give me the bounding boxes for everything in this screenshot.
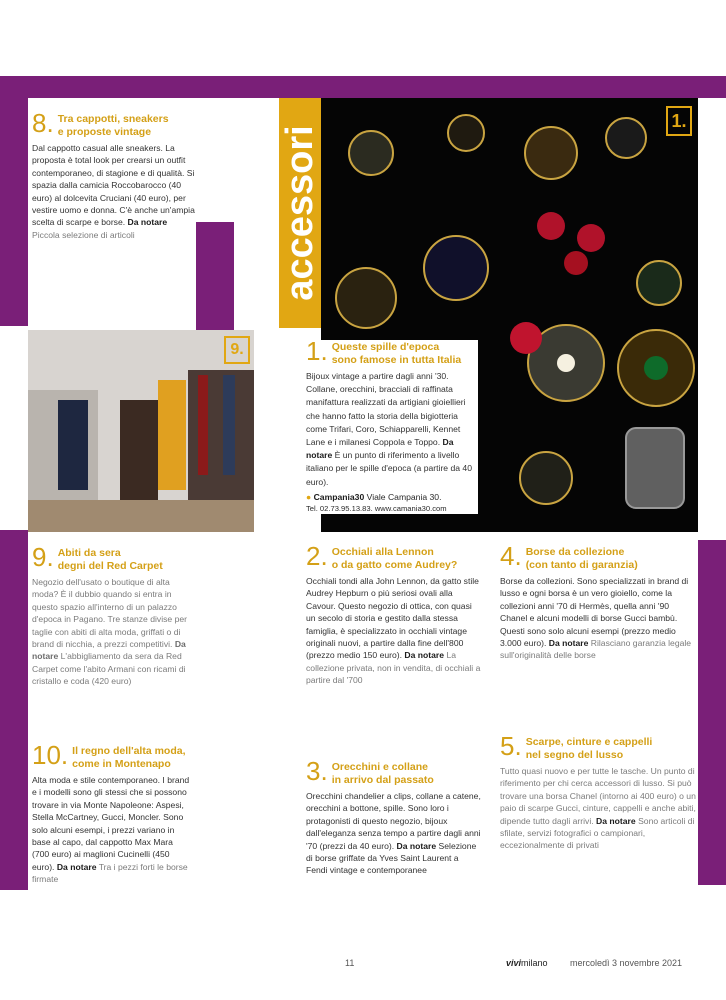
left-purple-column-lower [0, 530, 28, 890]
article-3-note: Selezione di borse griffate da Yves Saint Laurent a Fendi vintage e contemporanee [306, 840, 477, 876]
article-1-heading [306, 336, 478, 366]
photo-badge-1: 1. [666, 106, 692, 136]
article-2-body-text: Occhiali tondi alla John Lennon, da gatto stile Audrey Hepburn o più seriosi ovali alla Cavour. Questo negozio di ottica, con quasi un secolo di storia e gestito dalla stessa famiglia, è specializzato in occhiali vintage originali nuovi, a partire dalla fine dell'800 (prezzo medio 150 euro). [306, 576, 479, 661]
store-photo [28, 330, 254, 532]
article-9-body-text: Negozio dell'usato o boutique di alta moda? È il dubbio quando si entra in questo spazio all'interno di un palazzo d'epoca in Pagano. Tre stanze divise per taglie con abiti di alta moda, griffati o di brand di nicchia, a prezzi competitivi. [32, 577, 187, 650]
article-5-body-text: Tutto quasi nuovo e per tutte le tasche. Un punto di riferimento per chi cerca accessori di lusso. Si può trovare una borsa Chanel (intorno ai 400 euro) o un paio di scarpe Gucci, cinture, cappelli e anche abiti, dipende tutto dagli arrivi. [500, 766, 696, 826]
article-5-note-label: Da notare [596, 815, 636, 826]
article-9-body [32, 576, 192, 688]
article-2-note-label: Da notare [404, 650, 445, 661]
article-2-body [306, 575, 482, 687]
article-3-note-label: Da notare [396, 840, 437, 851]
article-8-heading [32, 108, 196, 138]
article-10-number: 10. [32, 740, 69, 770]
article-10-body [32, 774, 192, 886]
article-10-title-line2: come in Montenapo [72, 758, 171, 770]
article-4-heading [500, 545, 696, 571]
article-1-title-line1: Queste spille d'epoca [331, 341, 440, 353]
article-5-title-line1: Scarpe, cinture e cappelli [525, 736, 653, 748]
article-1-body [306, 370, 478, 489]
brand-rest: milano [521, 958, 548, 968]
article-3-title-line2: in arrivo dal passato [331, 774, 434, 786]
article-4-body-text: Borse da collezioni. Sono specializzati in brand di lusso e ogni borsa è un vero gioiello, come la collezioni anni '70 di Hermès, quella anni '90 Chanel e alcuni modelli di borse Gucci bambù. Questi sono solo alcuni esempi (prezzo medio 3.000 euro). [500, 576, 689, 649]
pin-icon: ● [306, 491, 312, 502]
page-number: 11 [345, 958, 355, 968]
article-10-note: Tra i pezzi forti le borse firmate [32, 861, 188, 885]
article-1-title-line2: sono famose in tutta Italia [331, 354, 462, 366]
article-2-heading [306, 545, 482, 571]
publication-brand [506, 958, 548, 968]
article-8-title-line2: e proposte vintage [57, 126, 152, 138]
article-9-title-line1: Abiti da sera [57, 547, 121, 559]
left-purple-column-upper [0, 98, 28, 326]
section-label-text: accessori [279, 125, 321, 301]
article-5-heading [500, 735, 696, 761]
article-3 [306, 760, 482, 910]
article-9-note-label: Da notare [32, 639, 186, 662]
article-2-title-line1: Occhiali alla Lennon [331, 546, 434, 558]
article-10-note-label: Da notare [56, 861, 97, 872]
article-8-note-label: Da notare [127, 217, 168, 228]
left-purple-block [196, 222, 234, 330]
article-8-number: 8. [32, 108, 54, 138]
article-10-title-line1: Il regno dell'alta moda, [72, 745, 186, 757]
article-4-number: 4. [500, 545, 522, 571]
section-label [279, 98, 321, 328]
article-4-title-line2: (con tanto di garanzia) [525, 559, 638, 571]
article-4-title-line1: Borse da collezione [525, 546, 625, 558]
article-4-note: Rilasciano garanzia legale sull'originalità delle borse [500, 638, 692, 661]
article-3-title-line1: Orecchini e collane [331, 761, 428, 773]
issue-date: mercoledì 3 novembre 2021 [570, 958, 683, 968]
article-5-title-line2: nel segno del lusso [525, 749, 624, 761]
store-illustration [28, 330, 254, 532]
article-2-title-line2: o da gatto come Audrey? [331, 559, 458, 571]
article-8-note: Piccola selezione di articoli [32, 229, 135, 240]
article-5 [500, 735, 696, 895]
article-1-number: 1. [306, 336, 328, 366]
article-3-heading [306, 760, 482, 786]
article-4 [500, 545, 696, 715]
article-8-body-text: Dal cappotto casual alle sneakers. La proposta è total look per crearsi un outfit contemporaneo, di stagione e di qualità. Si spazia dalla camicia Roccobarocco (40 euro) al dolcevita Cruciani (40 euro), per vestire uomo e donna. C'è anche un'ampia scelta di scarpe e borse. [32, 143, 195, 228]
article-3-number: 3. [306, 760, 328, 786]
article-5-body [500, 765, 696, 852]
article-9 [28, 540, 196, 715]
article-9-title-line2: degni del Red Carpet [57, 560, 163, 572]
article-5-number: 5. [500, 735, 522, 761]
brand-bold: vivi [506, 958, 522, 968]
article-4-body [500, 575, 696, 662]
article-4-note-label: Da notare [548, 638, 589, 649]
article-9-number: 9. [32, 542, 54, 572]
article-1-shop: Campania30 [313, 491, 365, 502]
article-9-note: L'abbigliamento da sera da Red Carpet come l'abito Armani con ricami di cristallo e coda (420 euro) [32, 651, 186, 687]
article-2 [306, 545, 482, 715]
photo-badge-9: 9. [224, 336, 250, 364]
article-1 [306, 336, 478, 514]
article-10-heading [32, 740, 192, 770]
article-1-body-text: Bijoux vintage a partire dagli anni '30. Collane, orecchini, bracciali di raffinata manifattura realizzati da artigiani gioiellieri che hanno fatto la storia della bigiotteria come Trifari, Coro, Schiapparelli, Kennet Lane e i milanesi Coppola e Toppo. [306, 371, 466, 448]
article-1-street: Viale Campania 30. [366, 491, 442, 502]
article-8 [32, 108, 196, 241]
article-3-body [306, 790, 482, 877]
article-5-note: Sono articoli di sfilate, servizi fotografici o campionari, eccezionalmente di privati [500, 815, 695, 851]
article-10-body-text: Alta moda e stile contemporaneo. I brand e i modelli sono gli stessi che si possono trovare in via Monte Napoleone: Aspesi, Stella McCartney, Gucci, Moncler. Sono solo alcuni esempi, i prezzi variano in base al capo, dal cappotto Max Mara (700 euro) ai maglioni Cucinelli (450 euro). [32, 775, 190, 872]
article-2-number: 2. [306, 545, 328, 571]
article-1-contacts: Tel. 02.73.95.13.83. www.camania30.com [306, 503, 447, 513]
article-3-body-text: Orecchini chandelier a clips, collane a catene, orecchini a bottone, spille. Sono loro i protagonisti di questo negozio, bijoux dall'eleganza senza tempo a partire dagli anni '70 (prezzi da 40 euro). [306, 791, 481, 851]
article-10 [28, 740, 196, 890]
article-9-heading [32, 542, 192, 572]
article-1-note-label: Da notare [306, 437, 454, 461]
article-2-note: La collezione privata, non in vendita, di occhiali a partire dal '700 [306, 650, 481, 686]
top-purple-band [0, 76, 726, 98]
right-purple-column [698, 540, 726, 885]
article-1-note: È un punto di riferimento a livello italiano per le spille d'epoca (a partire da 40 euro). [306, 450, 472, 487]
article-8-title-line1: Tra cappotti, sneakers [57, 113, 169, 125]
article-1-address [306, 491, 478, 503]
article-8-body [32, 142, 196, 241]
